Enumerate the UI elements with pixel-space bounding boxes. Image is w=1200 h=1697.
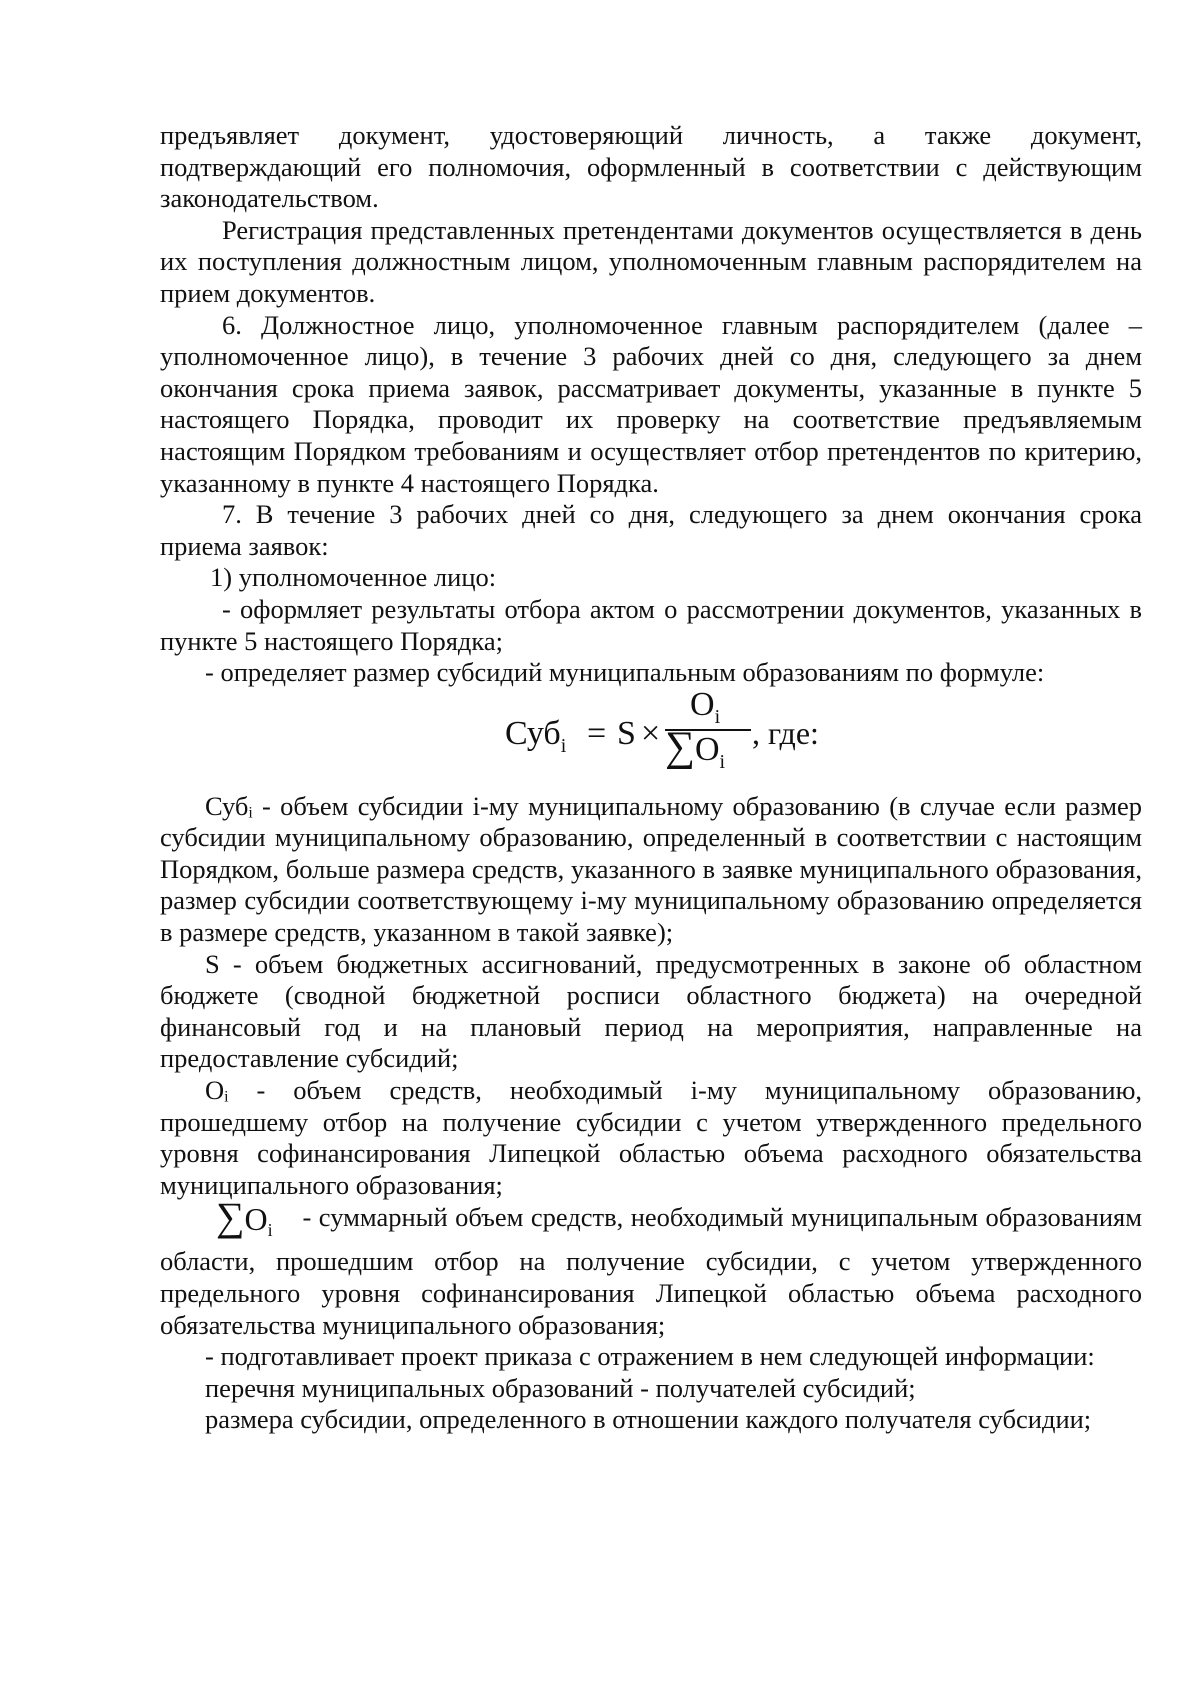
formula-equals: = bbox=[587, 714, 607, 752]
definition-sub-i: Субᵢ - объем субсидии i-му муниципальному образованию (в случае если размер субсидии муниципальному образованию, определенный в соответствии с настоящим Порядком, больше размера средств, указанного в заявке муниципального образования, размер субсидии соответствующему i-му муниципальному образованию определяется в размере средств, указанном в такой заявке); bbox=[160, 790, 1142, 948]
subsidy-formula bbox=[160, 685, 1142, 787]
definition-o-i: Oᵢ - объем средств, необходимый i-му муниципальному образованию, прошедшему отбор на получение субсидии с учетом утвержденного предельного уровня софинансирования Липецкой областью объема расходного обязательства муниципального образования; bbox=[160, 1075, 1142, 1200]
definition-s: S - объем бюджетных ассигнований, предусмотренных в законе об областном бюджете (сводной бюджетной росписи областного бюджета) на очередной финансовый год и на плановый период на мероприятия, направленные на предоставление субсидий; bbox=[160, 948, 1142, 1074]
paragraph-6: 6. Должностное лицо, уполномоченное главным распорядителем (далее – уполномоченное лицо), в течение 3 рабочих дней со дня, следующего за днем окончания срока приема заявок, рассматривает документы, указанные в пункте 5 настоящего Порядка, проводит их проверку на соответствие предъявляемым настоящим Порядком требованиям и осуществляет отбор претендентов по критерию, указанному в пункте 4 настоящего Порядка. bbox=[160, 309, 1142, 498]
list-item-amount: размера субсидии, определенного в отношении каждого получателя субсидии; bbox=[205, 1404, 1092, 1435]
list-item-recipients: перечня муниципальных образований - получателей субсидий; bbox=[205, 1372, 916, 1403]
document-page bbox=[160, 120, 1142, 1436]
paragraph-2: Регистрация представленных претендентами документов осуществляется в день их поступления должностным лицом, уполномоченным главным распорядителем на прием документов. bbox=[160, 214, 1142, 308]
sum-definition-text: - суммарный объем средств, необходимый муниципальным образованиям области, прошедшим отбор на получение субсидии, с учетом утвержденного предельного уровня софинансирования Липецкой областью объема расходного обязательства муниципального образования; bbox=[160, 1202, 1143, 1340]
formula-tail: , где: bbox=[752, 714, 819, 751]
paragraph-1: предъявляет документ, удостоверяющий личность, а также документ, подтверждающий его полномочия, оформленный в соответствии с действующим законодательством. bbox=[160, 120, 1142, 214]
dash-item-act: - оформляет результаты отбора актом о рассмотрении документов, указанных в пункте 5 настоящего Порядка; bbox=[160, 593, 1142, 656]
definition-sum-o-i bbox=[160, 1194, 1143, 1341]
dash-item-formula-intro: - определяет размер субсидий муниципальным образованиям по формуле: bbox=[205, 657, 1045, 688]
formula-numerator: $O_i$ bbox=[690, 685, 721, 728]
formula-denominator: $\sum O_i$ bbox=[665, 723, 726, 773]
dash-item-order: - подготавливает проект приказа с отражением в нем следующей информации: bbox=[205, 1341, 1095, 1372]
formula-times: × bbox=[641, 714, 661, 752]
paragraph-7: 7. В течение 3 рабочих дней со дня, следующего за днем окончания срока приема заявок: bbox=[160, 499, 1142, 561]
item-1: 1) уполномоченное лицо: bbox=[210, 562, 497, 593]
formula-s: S bbox=[617, 714, 636, 752]
formula-lhs: Суб$_i$ bbox=[505, 714, 567, 757]
sum-symbol: ∑Oi bbox=[216, 1194, 273, 1241]
